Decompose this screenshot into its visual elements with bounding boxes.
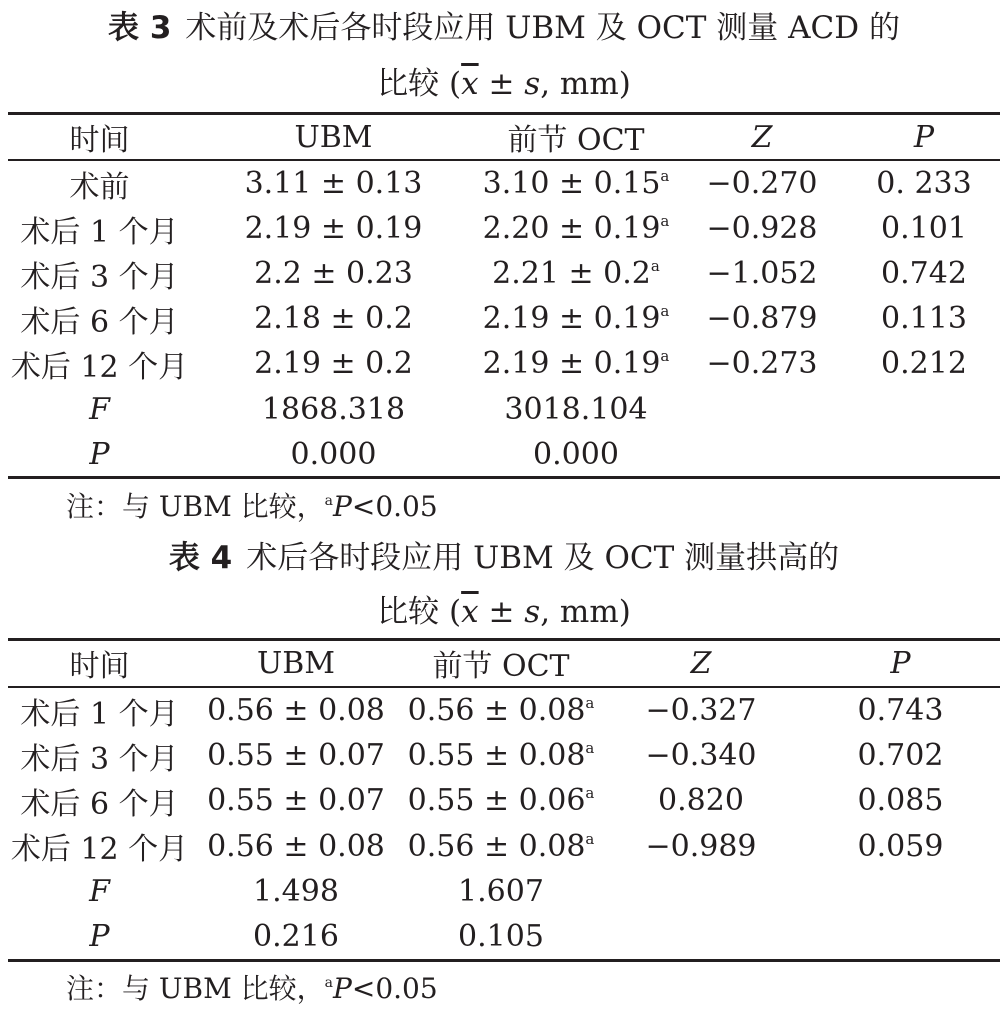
table-row <box>8 341 1000 386</box>
table3-header-ubm: UBM <box>294 119 373 155</box>
table3-header-p: P <box>913 119 935 155</box>
table-row <box>8 823 1000 869</box>
p-cell: 0. 233 <box>876 166 972 201</box>
table4-body <box>8 688 1000 959</box>
table4-caption-xbar: $\overline{x}$ <box>461 594 479 630</box>
oct-cell: 2.21 ± 0.2$^a$ <box>492 256 660 291</box>
table3-header-z: Z <box>751 119 773 155</box>
oct-cell: 0.56 ± 0.08$^a$ <box>407 693 595 728</box>
table4-header-oct: 前节 OCT <box>432 649 570 684</box>
superscript-a: a <box>585 739 595 757</box>
superscript-a: a <box>585 829 595 848</box>
p-cell: 0.702 <box>857 738 944 773</box>
table4-bottom-rule <box>8 959 1000 962</box>
superscript-a: a <box>650 257 660 275</box>
ubm-cell: 0.56 ± 0.08 <box>207 693 385 728</box>
table4-caption-prefix: 比较 ( <box>377 594 462 630</box>
time-cell: 术后 6 个月 <box>20 786 179 822</box>
f-label: F <box>89 874 110 909</box>
p-oct: 0.000 <box>533 437 619 472</box>
note-superscript-a: a <box>324 493 334 509</box>
p-cell: 0.742 <box>881 256 967 291</box>
ubm-cell: 0.55 ± 0.07 <box>207 783 385 818</box>
p-cell: 0.059 <box>857 828 944 864</box>
f-oct: 3018.104 <box>504 391 648 427</box>
note-superscript-a: a <box>324 975 334 991</box>
table3-header <box>8 115 1000 159</box>
ubm-cell: 2.19 ± 0.19 <box>244 211 423 246</box>
superscript-a: a <box>585 694 595 712</box>
table3-caption-line1: 术前及术后各时段应用 UBM 及 OCT 测量 ACD 的 <box>185 10 900 46</box>
time-cell: 术后 12 个月 <box>10 832 189 867</box>
z-cell: −0.928 <box>706 211 818 246</box>
oct-cell: 0.55 ± 0.06$^a$ <box>407 783 595 818</box>
table3-title-line1 <box>0 8 1008 48</box>
table4-label: 表 4 <box>168 540 233 576</box>
table4-caption-suffix: , mm) <box>540 594 631 630</box>
table4-caption-line1: 术后各时段应用 UBM 及 OCT 测量拱高的 <box>246 540 840 576</box>
ubm-cell: 2.2 ± 0.23 <box>254 256 413 291</box>
table3-f-row <box>8 386 1000 432</box>
superscript-a: a <box>585 784 595 802</box>
z-cell: −0.989 <box>645 828 757 864</box>
table4-f-row <box>8 869 1000 914</box>
table3-caption-prefix: 比较 ( <box>377 66 462 102</box>
table4-caption-pm: ± <box>478 594 525 630</box>
table-row <box>8 688 1000 733</box>
table3-caption-suffix: , mm) <box>540 66 631 102</box>
table-row <box>8 296 1000 341</box>
table4-title-line2 <box>0 592 1008 632</box>
time-cell: 术后 3 个月 <box>20 259 179 295</box>
f-label: F <box>89 391 110 427</box>
p-cell: 0.101 <box>881 211 967 246</box>
table4-title-line1 <box>0 538 1008 578</box>
superscript-a: a <box>660 212 670 230</box>
oct-cell: 3.10 ± 0.15$^a$ <box>482 166 670 201</box>
table3-caption-xbar: $\overline{x}$ <box>461 66 479 102</box>
table4-header-z: Z <box>690 645 712 681</box>
p-cell: 0.212 <box>881 346 967 381</box>
z-cell: −1.052 <box>706 256 818 291</box>
time-cell: 术后 6 个月 <box>20 304 179 340</box>
superscript-a: a <box>660 302 670 320</box>
p-cell: 0.085 <box>857 783 944 818</box>
time-cell: 术后 12 个月 <box>10 349 189 385</box>
z-cell: −0.270 <box>706 166 818 201</box>
z-cell: −0.879 <box>706 301 818 336</box>
oct-cell: 2.19 ± 0.19$^a$ <box>482 301 670 336</box>
p-cell: 0.113 <box>881 301 967 336</box>
table4-header-ubm: UBM <box>256 645 336 681</box>
table4-header-time: 时间 <box>69 649 130 684</box>
p-label: P <box>89 437 110 472</box>
f-ubm: 1.498 <box>253 874 339 909</box>
p-cell: 0.743 <box>857 693 944 728</box>
time-cell: 术后 1 个月 <box>20 696 179 732</box>
table3-header-oct: 前节 OCT <box>507 123 645 158</box>
table-row <box>8 778 1000 823</box>
table-row <box>8 206 1000 251</box>
p-oct: 0.105 <box>458 919 544 954</box>
table3-header-time: 时间 <box>69 123 130 158</box>
table4-p-row <box>8 914 1000 959</box>
table-row <box>8 161 1000 206</box>
f-oct: 1.607 <box>458 874 544 909</box>
table-row <box>8 733 1000 778</box>
table4-header-p: P <box>890 645 911 681</box>
time-cell: 术前 <box>69 169 130 205</box>
oct-cell: 0.55 ± 0.08$^a$ <box>407 738 595 773</box>
ubm-cell: 2.19 ± 0.2 <box>254 346 413 381</box>
table3-caption-pm: ± <box>478 66 525 102</box>
table4-header <box>8 641 1000 685</box>
table4-caption-s: s <box>524 594 541 630</box>
p-ubm: 0.216 <box>253 919 339 954</box>
table3-p-row <box>8 432 1000 477</box>
table3-label: 表 3 <box>108 10 172 46</box>
ubm-cell: 0.55 ± 0.07 <box>207 738 385 773</box>
table3-title-line2 <box>0 64 1008 104</box>
table3-note: 注：与 UBM 比较，$^a$P<0.05 <box>66 490 438 523</box>
superscript-a: a <box>660 347 670 365</box>
ubm-cell: 0.56 ± 0.08 <box>207 828 385 864</box>
p-ubm: 0.000 <box>290 437 377 472</box>
time-cell: 术后 1 个月 <box>20 214 179 250</box>
table3-body <box>8 161 1000 477</box>
table3-header-row <box>8 115 1000 159</box>
oct-cell: 0.56 ± 0.08$^a$ <box>407 828 595 864</box>
z-cell: −0.340 <box>645 738 757 773</box>
z-cell: 0.820 <box>658 783 744 818</box>
ubm-cell: 3.11 ± 0.13 <box>244 166 423 201</box>
z-cell: −0.273 <box>706 346 818 381</box>
table-row <box>8 251 1000 296</box>
p-label: P <box>89 919 110 954</box>
ubm-cell: 2.18 ± 0.2 <box>254 301 413 336</box>
oct-cell: 2.19 ± 0.19$^a$ <box>482 346 670 381</box>
time-cell: 术后 3 个月 <box>20 741 179 777</box>
f-ubm: 1868.318 <box>261 391 406 427</box>
table4-header-row <box>8 641 1000 685</box>
z-cell: −0.327 <box>645 693 757 728</box>
superscript-a: a <box>660 167 670 185</box>
table3-caption-s: s <box>524 66 541 102</box>
table3-bottom-rule <box>8 476 1000 479</box>
table4-note: 注：与 UBM 比较，$^a$P<0.05 <box>66 972 438 1005</box>
oct-cell: 2.20 ± 0.19$^a$ <box>482 211 670 246</box>
